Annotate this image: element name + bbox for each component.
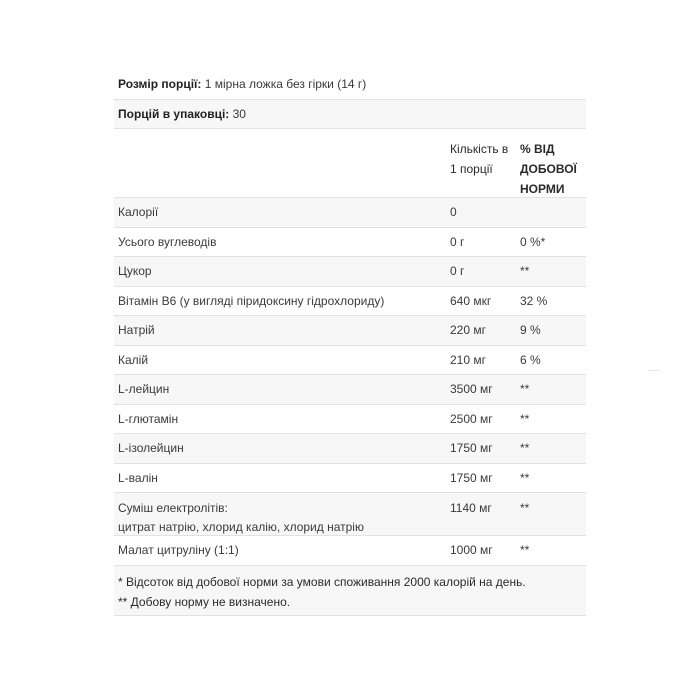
dv-header: % ВІД ДОБОВОЇ НОРМИ xyxy=(520,142,577,196)
servings-per-container-row xyxy=(114,100,586,130)
servings-value: 30 xyxy=(229,106,246,121)
supplement-facts-table xyxy=(114,70,586,616)
table-row: Калій 210 мг 6 % xyxy=(114,346,586,376)
serving-size-label: Розмір порції: xyxy=(118,77,202,92)
table-row: Натрій 220 мг 9 % xyxy=(114,316,586,346)
table-row: Калорії 0 xyxy=(114,198,586,228)
table-row: Усього вуглеводів 0 г 0 %* xyxy=(114,228,586,258)
serving-size-value: 1 мірна ложка без гірки (14 г) xyxy=(201,77,367,92)
footnotes xyxy=(114,566,586,616)
table-row: L-глютамін 2500 мг ** xyxy=(114,405,586,435)
table-row: Цукор 0 г ** xyxy=(114,257,586,287)
decorative-line xyxy=(648,370,660,371)
table-row: L-валін 1750 мг ** xyxy=(114,464,586,494)
footnote-not-established: ** Добову норму не визначено. xyxy=(118,594,291,609)
servings-label: Порцій в упаковці: xyxy=(118,106,230,121)
table-row: Малат цитруліну (1:1) 1000 мг ** xyxy=(114,536,586,566)
table-header xyxy=(114,129,586,198)
table-row: L-лейцин 3500 мг ** xyxy=(114,375,586,405)
footnote-dv: * Відсоток від добової норми за умови споживання 2000 калорій на день. xyxy=(118,574,526,589)
amount-header: Кількість в 1 порції xyxy=(450,142,509,176)
serving-size-row xyxy=(114,70,586,100)
table-row: Суміш електролітів: цитрат натрію, хлорид калію, хлорид натрію 1140 мг ** xyxy=(114,493,586,536)
table-row: L-ізолейцин 1750 мг ** xyxy=(114,434,586,464)
table-row: Вітамін B6 (у вигляді піридоксину гідрохлориду) 640 мкг 32 % xyxy=(114,287,586,317)
